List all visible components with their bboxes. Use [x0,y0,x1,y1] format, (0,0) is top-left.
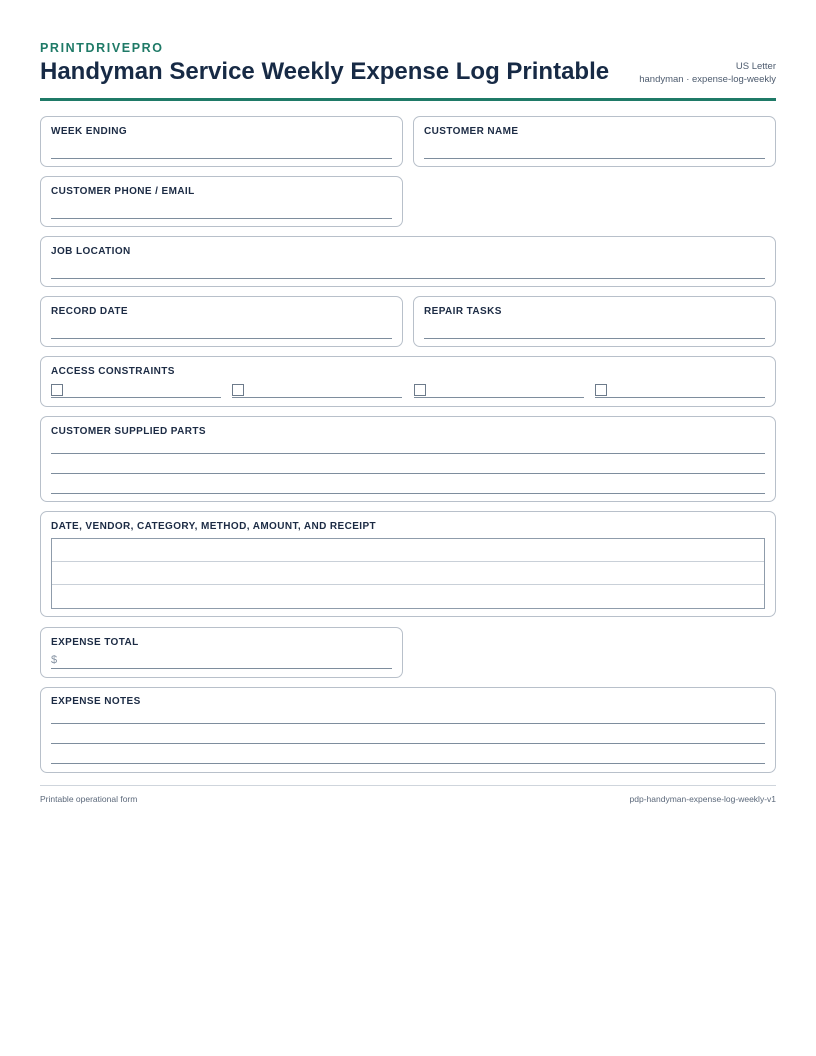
record-date-card [40,296,403,347]
customer-contact-card [40,176,403,227]
expense-table-card [40,511,776,617]
expense-notes-card [40,687,776,773]
week-ending-card [40,116,403,167]
access-option-line[interactable] [232,397,402,398]
expense-table-label: DATE, VENDOR, CATEGORY, METHOD, AMOUNT, AND RECEIPT [51,521,377,532]
expense-notes-label: EXPENSE NOTES [51,696,141,707]
record-date-label: RECORD DATE [51,306,128,317]
expense-total-card [40,627,403,678]
customer-supplied-parts-card [40,416,776,502]
form-slug: handyman · expense-log-weekly [639,74,776,85]
access-option-2[interactable] [232,384,402,398]
record-date-field[interactable] [51,338,392,339]
access-option-1[interactable] [51,384,221,398]
customer-name-label: CUSTOMER NAME [424,126,519,137]
footer-form-id: pdp-handyman-expense-log-weekly-v1 [629,794,776,804]
access-constraints-label: ACCESS CONSTRAINTS [51,366,175,377]
parts-line-2[interactable] [51,473,765,474]
notes-line-1[interactable] [51,723,765,724]
expense-grid [51,538,765,609]
access-option-3[interactable] [414,384,584,398]
table-row[interactable] [52,562,764,585]
table-row[interactable] [52,585,764,608]
notes-line-3[interactable] [51,763,765,764]
checkbox[interactable] [232,384,244,396]
customer-name-card [413,116,776,167]
customer-supplied-parts-label: CUSTOMER SUPPLIED PARTS [51,426,206,437]
notes-line-2[interactable] [51,743,765,744]
expense-total-label: EXPENSE TOTAL [51,637,139,648]
job-location-card [40,236,776,287]
parts-line-3[interactable] [51,493,765,494]
checkbox[interactable] [414,384,426,396]
access-option-line[interactable] [414,397,584,398]
form-page [40,40,776,707]
expense-total-field[interactable] [51,668,392,669]
customer-contact-field[interactable] [51,218,392,219]
repair-tasks-field[interactable] [424,338,765,339]
paper-size: US Letter [735,61,776,72]
table-row[interactable] [52,539,764,562]
week-ending-field[interactable] [51,158,392,159]
job-location-field[interactable] [51,278,765,279]
footer-divider [40,785,776,786]
page-title: Handyman Service Weekly Expense Log Printable [40,58,610,85]
repair-tasks-card [413,296,776,347]
job-location-label: JOB LOCATION [51,246,131,257]
customer-contact-label: CUSTOMER PHONE / EMAIL [51,186,195,197]
footer-left-text: Printable operational form [40,794,138,804]
access-option-line[interactable] [595,397,765,398]
access-constraints-card [40,356,776,407]
currency-symbol: $ [51,654,58,666]
week-ending-label: WEEK ENDING [51,126,128,137]
parts-line-1[interactable] [51,453,765,454]
checkbox[interactable] [595,384,607,396]
customer-name-field[interactable] [424,158,765,159]
form-header [40,40,776,101]
repair-tasks-label: REPAIR TASKS [424,306,502,317]
brand-name: PRINTDRIVEPRO [40,41,164,55]
access-option-4[interactable] [595,384,765,398]
checkbox[interactable] [51,384,63,396]
access-option-line[interactable] [51,397,221,398]
form-meta [639,60,776,86]
